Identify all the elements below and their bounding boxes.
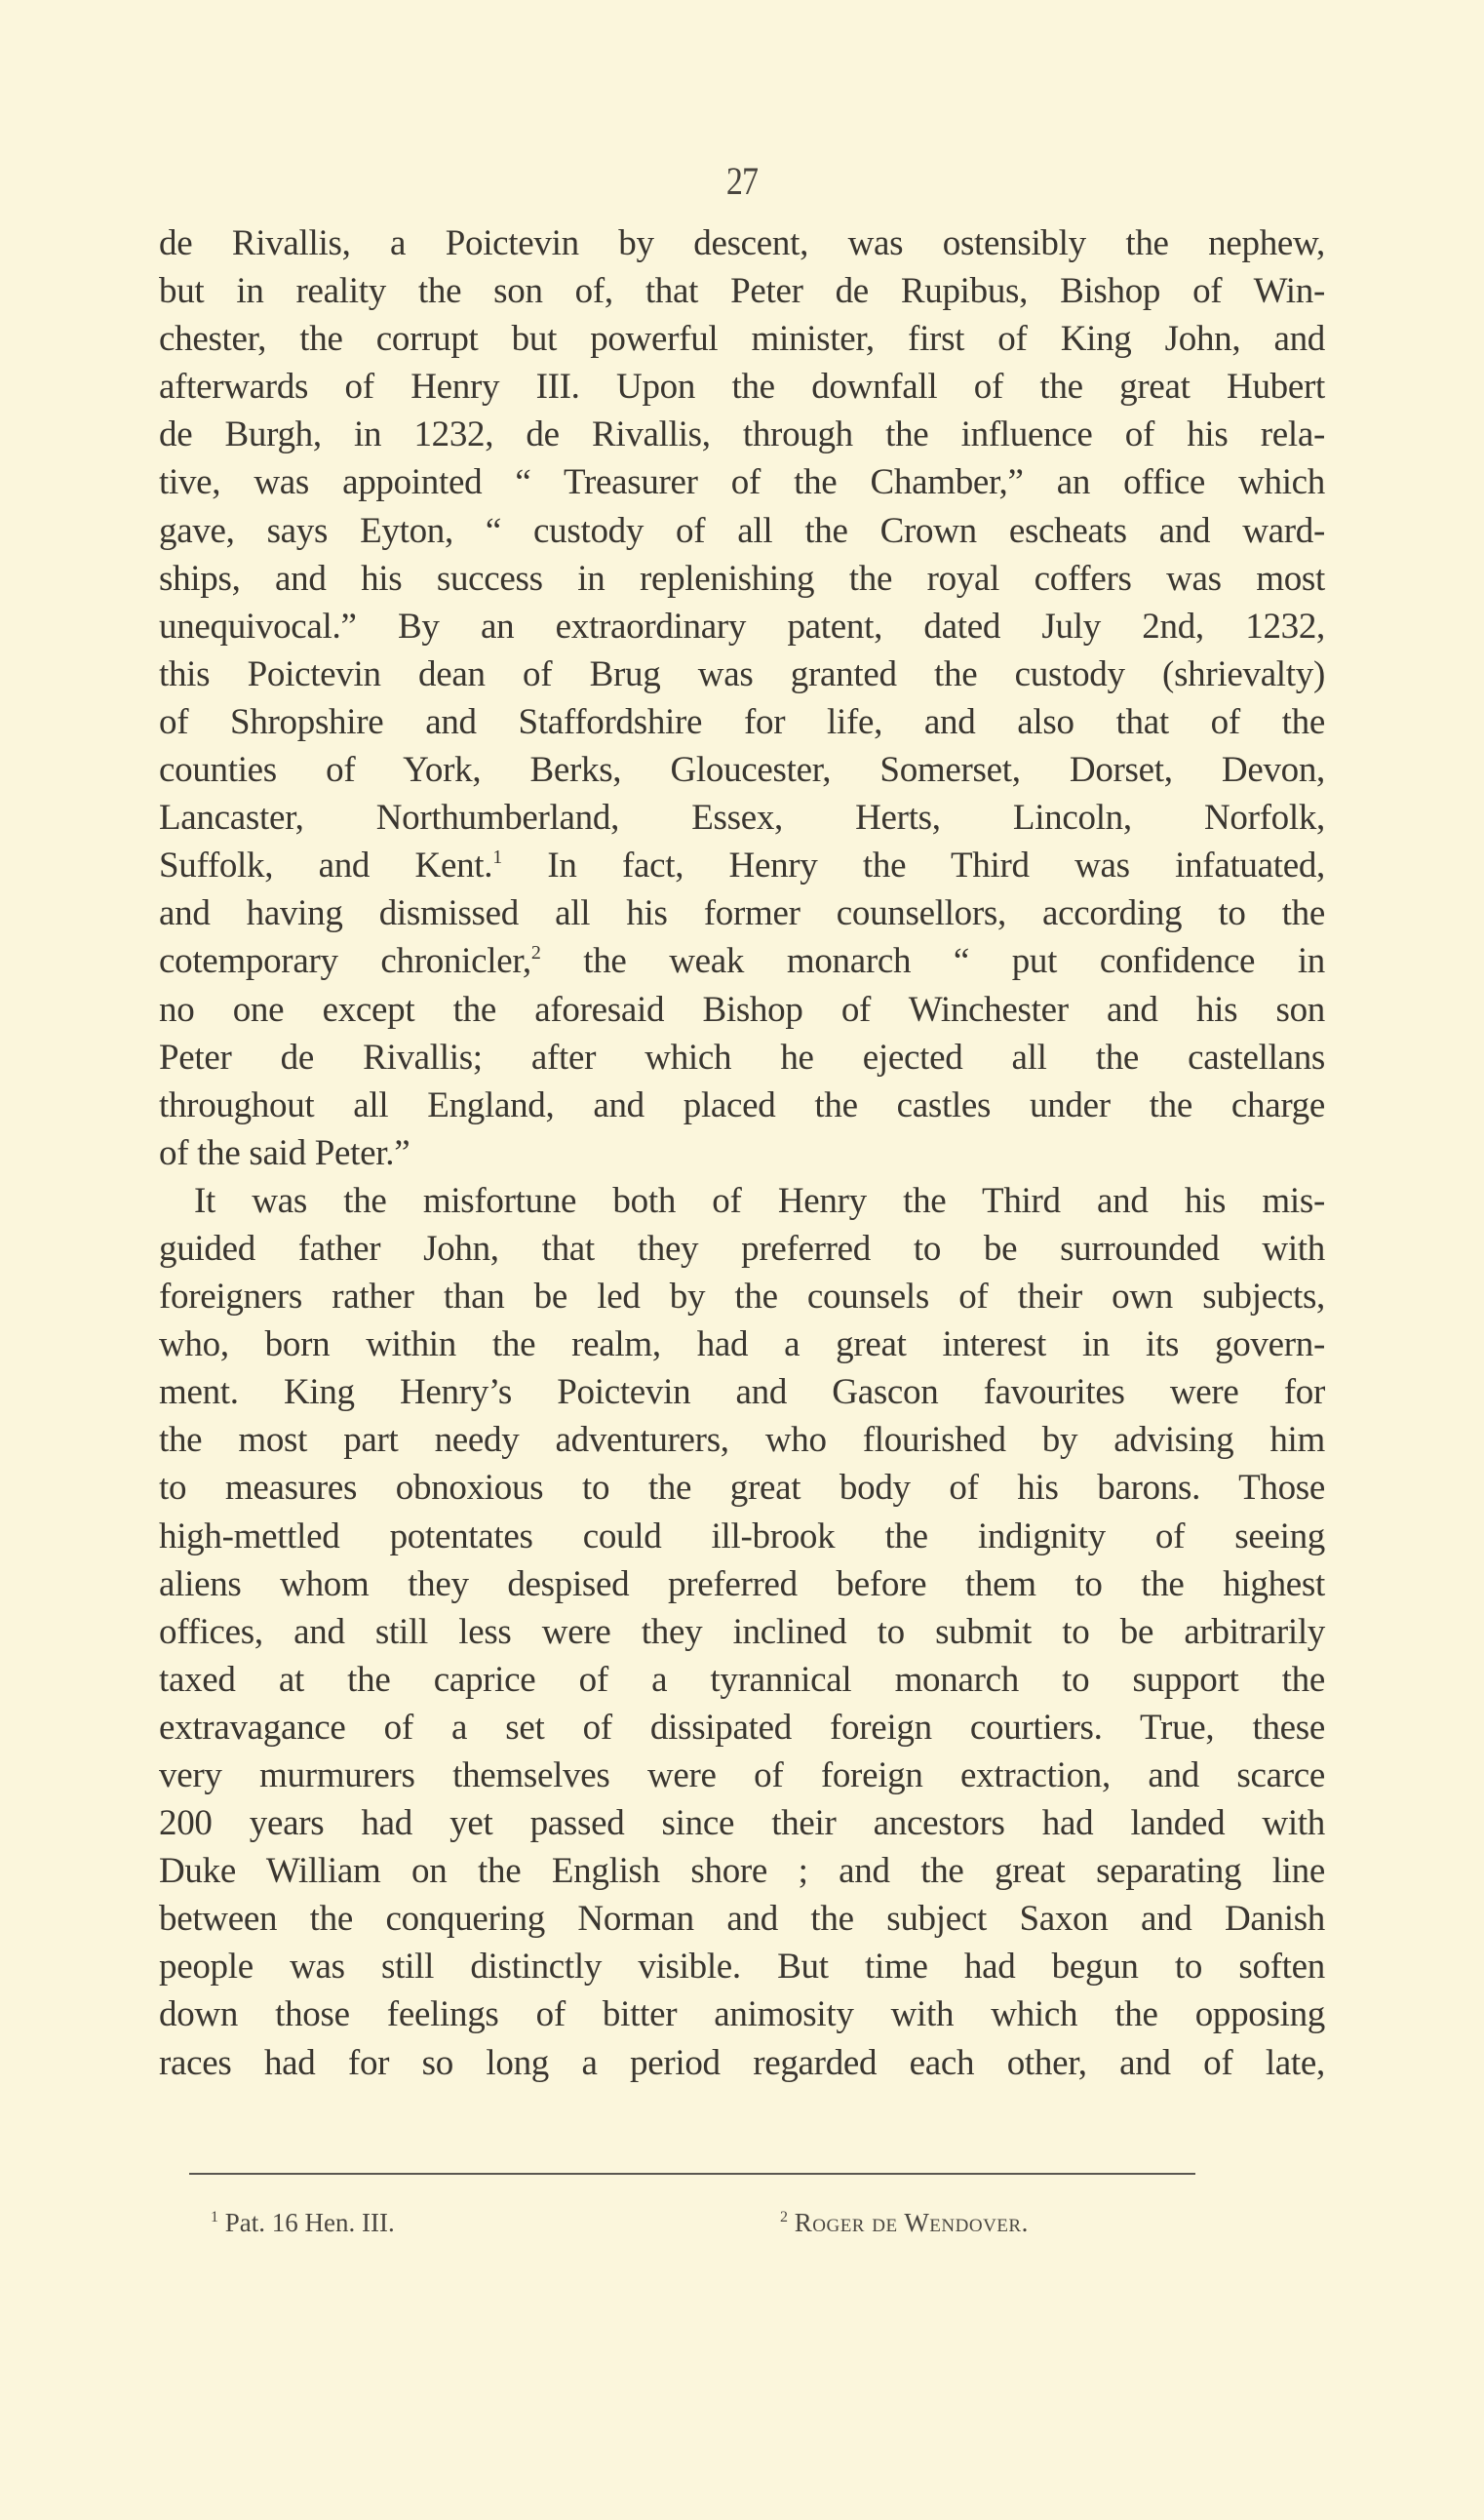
text-line: throughout all England, and placed the castles under the charge <box>159 1084 1325 1125</box>
text-line: very murmurers themselves were of foreign extraction, and scarce <box>159 1755 1325 1795</box>
footnote-marker: 1 <box>211 2209 218 2225</box>
text-line: who, born within the realm, had a great interest in its govern- <box>159 1324 1325 1365</box>
line-segment: Suffolk, and Kent. <box>159 846 493 886</box>
text-line: Duke William on the English shore ; and the great separating line <box>159 1851 1325 1892</box>
text-line: this Poictevin dean of Brug was granted the custody (shrievalty) <box>159 653 1325 694</box>
text-line: It was the misfortune both of Henry the Third and his mis- <box>194 1180 1325 1221</box>
footnote-2 <box>780 2208 1029 2238</box>
text-line: foreigners rather than be led by the counsels of their own subjects, <box>159 1277 1325 1318</box>
text-line: tive, was appointed “ Treasurer of the Chamber,” an office which <box>159 462 1325 503</box>
text-line: and having dismissed all his former counsellors, according to the <box>159 893 1325 934</box>
text-line: of the said Peter.” <box>159 1132 410 1173</box>
text-line <box>159 842 1325 889</box>
text-line: no one except the aforesaid Bishop of Winchester and his son <box>159 989 1325 1030</box>
text-line: ships, and his success in replenishing the royal coffers was most <box>159 558 1325 599</box>
text-line: guided father John, that they preferred to be surrounded with <box>159 1228 1325 1269</box>
text-line: counties of York, Berks, Gloucester, Somerset, Dorset, Devon, <box>159 750 1325 791</box>
text-line: down those feelings of bitter animosity with which the opposing <box>159 1994 1325 2035</box>
text-line: to measures obnoxious to the great body of his barons. Those <box>159 1468 1325 1509</box>
text-line: high-mettled potentates could ill-brook the indignity of seeing <box>159 1516 1325 1556</box>
line-segment: In fact, Henry the Third was infatuated, <box>501 846 1326 886</box>
text-line: between the conquering Norman and the subject Saxon and Danish <box>159 1899 1325 1940</box>
body-text <box>159 219 1325 2087</box>
text-line: unequivocal.” By an extraordinary patent, dated July 2nd, 1232, <box>159 606 1325 647</box>
paragraph <box>159 1177 1325 2087</box>
text-line: Peter de Rivallis; after which he ejected all the castellans <box>159 1037 1325 1078</box>
text-line: people was still distinctly visible. But time had begun to soften <box>159 1947 1325 1988</box>
footnote-text: Roger de Wendover. <box>794 2208 1029 2237</box>
footnote-marker: 2 <box>780 2209 788 2225</box>
footnote-ref-1[interactable]: 1 <box>492 847 502 869</box>
text-line: extravagance of a set of dissipated foreign courtiers. True, these <box>159 1707 1325 1748</box>
text-line: de Rivallis, a Poictevin by descent, was ostensibly the nephew, <box>159 223 1325 263</box>
text-line: offices, and still less were they inclined to submit to be arbitrarily <box>159 1611 1325 1652</box>
line-segment: the weak monarch “ put confidence in <box>540 941 1325 982</box>
text-line: but in reality the son of, that Peter de Rupibus, Bishop of Win- <box>159 271 1325 312</box>
footnote-text: Pat. 16 Hen. III. <box>224 2208 395 2237</box>
footnote-ref-2[interactable]: 2 <box>530 942 541 965</box>
text-line: ment. King Henry’s Poictevin and Gascon favourites were for <box>159 1372 1325 1413</box>
text-line: chester, the corrupt but powerful minister, first of King John, and <box>159 319 1325 360</box>
paragraph <box>159 219 1325 1177</box>
text-line: races had for so long a period regarded each other, and of late, <box>159 2042 1325 2083</box>
text-line: 200 years had yet passed since their ancestors had landed with <box>159 1803 1325 1844</box>
text-line <box>159 937 1325 985</box>
footnote-divider <box>189 2173 1195 2175</box>
text-line: afterwards of Henry III. Upon the downfall of the great Hubert <box>159 367 1325 408</box>
text-line: de Burgh, in 1232, de Rivallis, through the influence of his rela- <box>159 414 1325 455</box>
text-line: the most part needy adventurers, who flourished by advising him <box>159 1420 1325 1461</box>
line-segment: cotemporary chronicler, <box>159 941 531 982</box>
text-line: Lancaster, Northumberland, Essex, Herts, Lincoln, Norfolk, <box>159 798 1325 839</box>
text-line: of Shropshire and Staffordshire for life, and also that of the <box>159 701 1325 742</box>
page-number: 27 <box>725 159 759 203</box>
footnote-1 <box>211 2208 395 2238</box>
text-line: aliens whom they despised preferred before them to the highest <box>159 1563 1325 1604</box>
text-line: taxed at the caprice of a tyrannical monarch to support the <box>159 1659 1325 1700</box>
text-line: gave, says Eyton, “ custody of all the Crown escheats and ward- <box>159 510 1325 551</box>
